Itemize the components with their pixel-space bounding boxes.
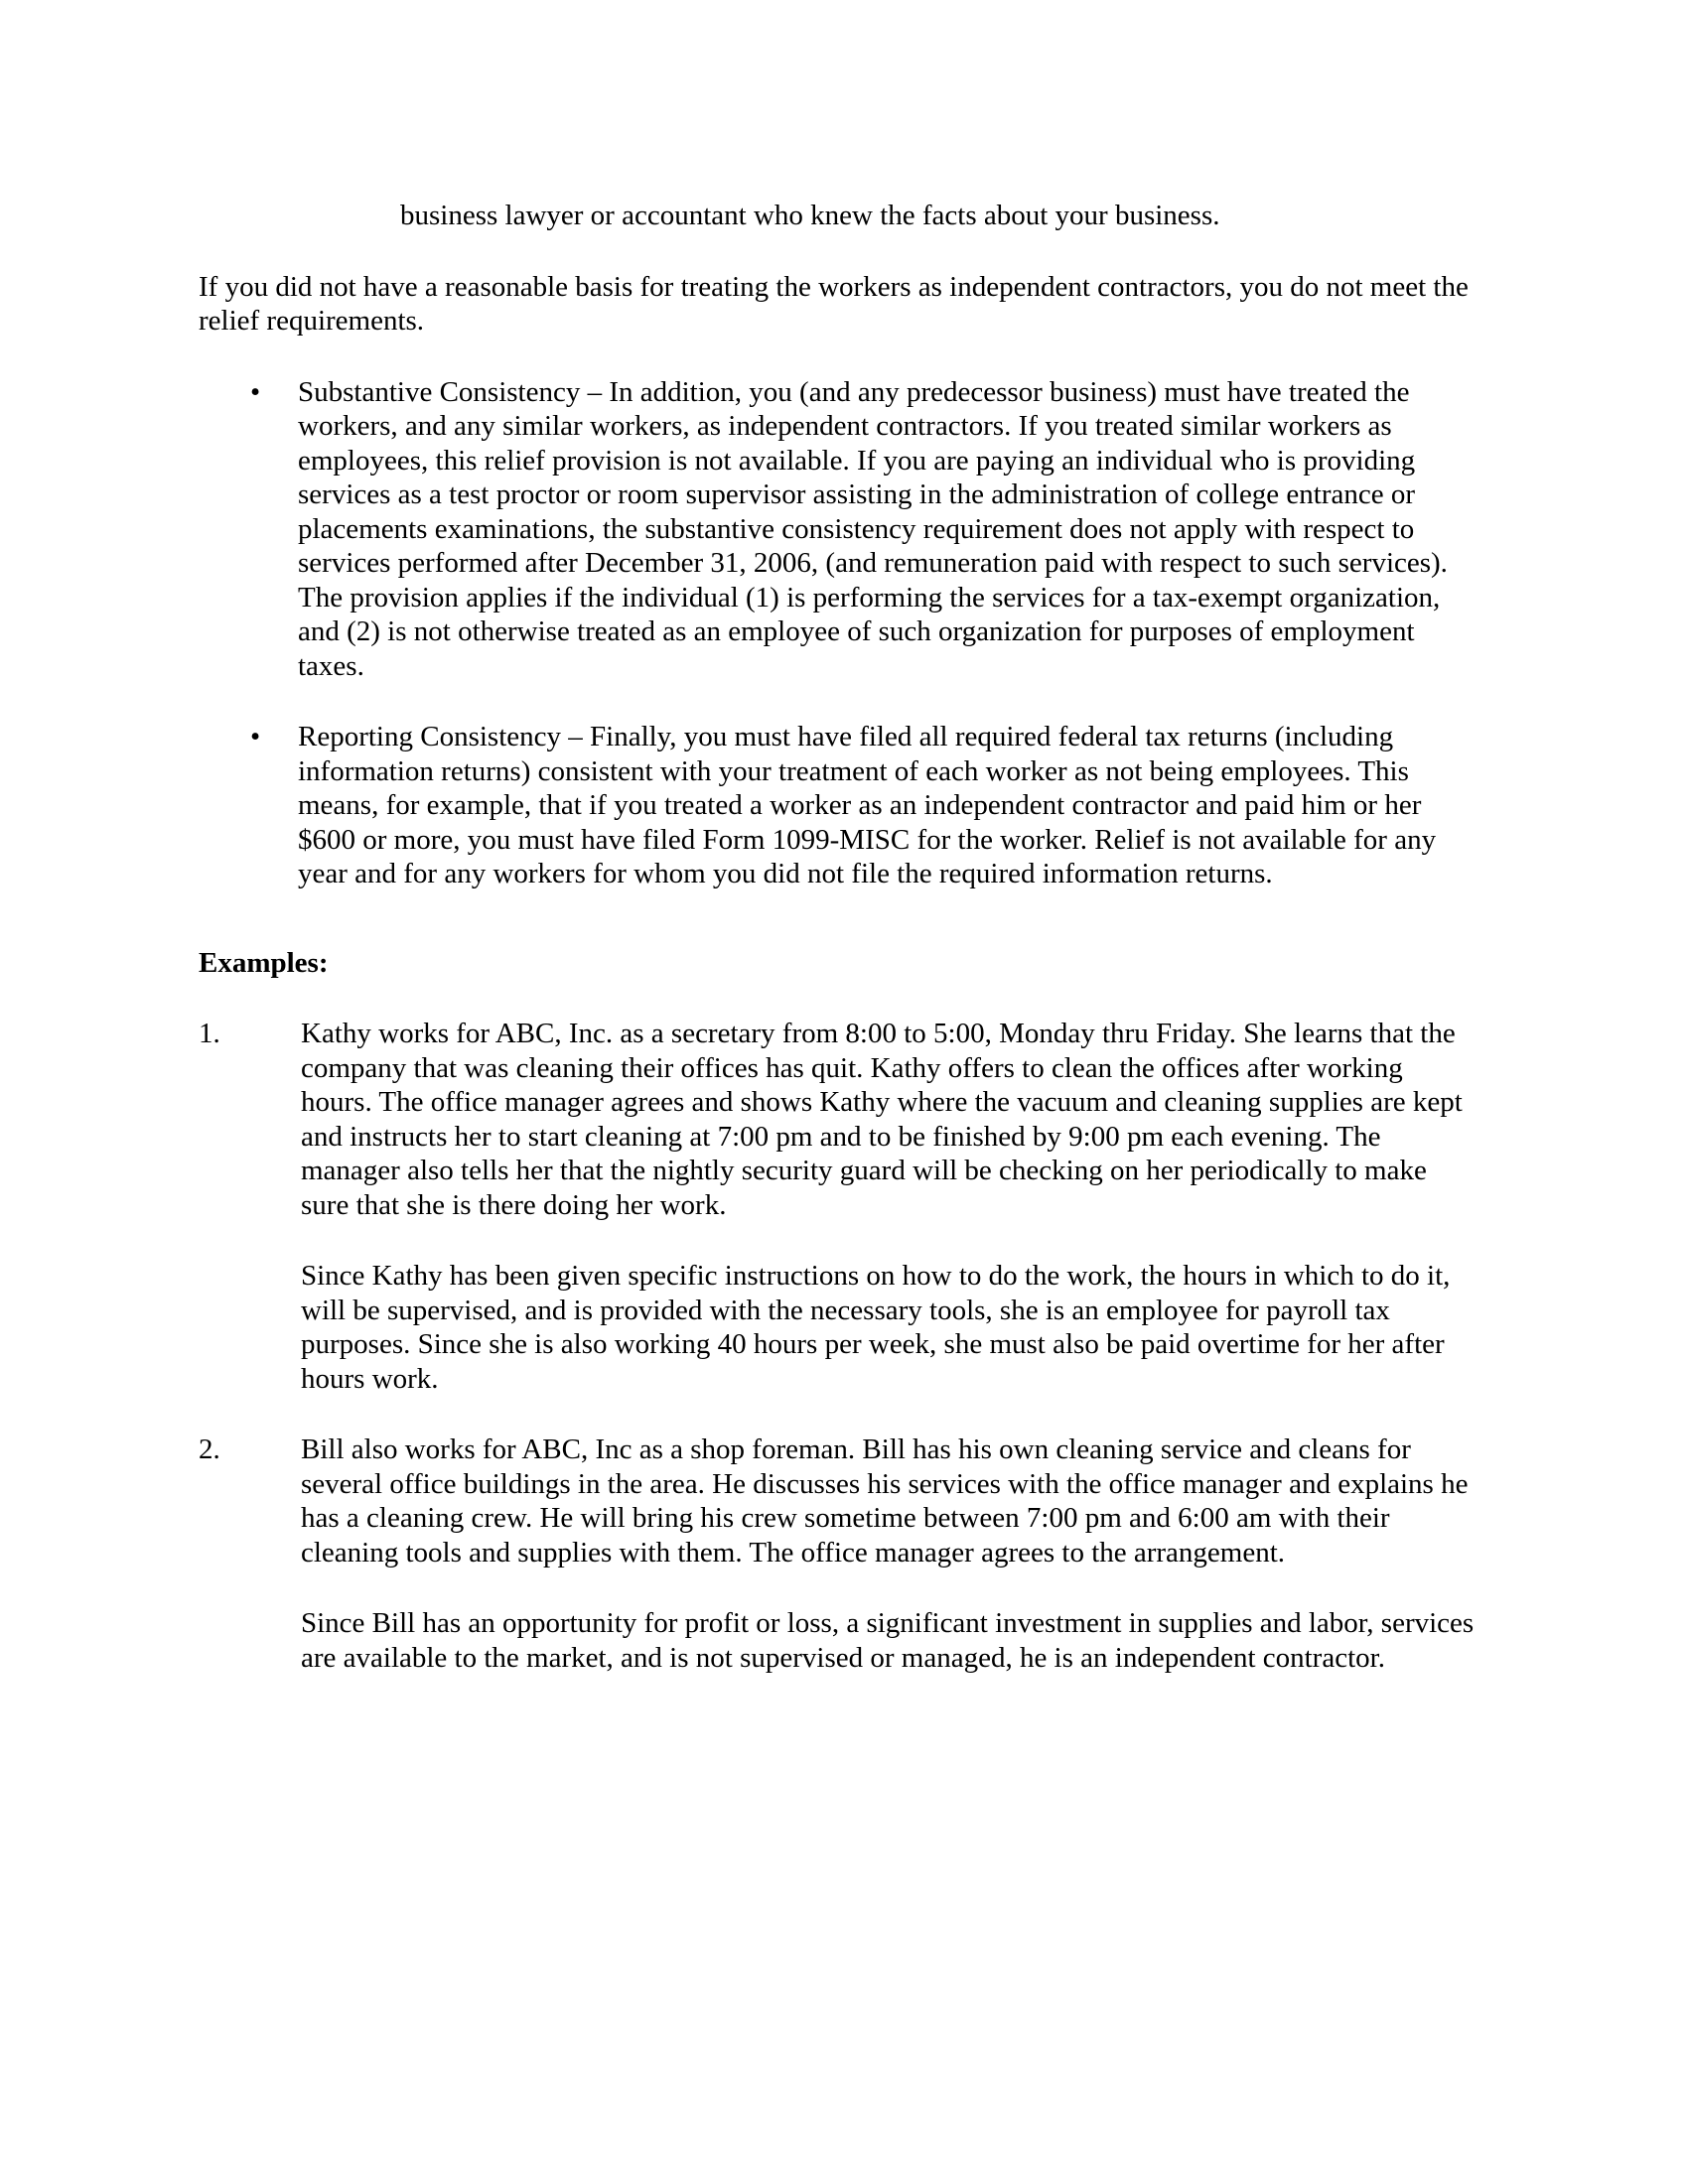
example-item-2 (199, 1433, 1643, 1675)
example-continuation-paragraph: Since Bill has an opportunity for profit or loss, a significant investment in supplies and labor, services are available to the market, and is not supervised or managed, he is an independent contractor. (301, 1607, 1475, 1674)
bullet-text-reporting-consistency: Reporting Consistency – Finally, you must have filed all required federal tax returns (including information returns) consistent with your treatment of each worker as not being employees. This means, for example, that if you treated a worker as an independent contractor and paid him or her $600 or more, you must have filed Form 1099-MISC for the worker. Relief is not available for any year and for any workers for whom you did not file the required information returns. (298, 721, 1437, 889)
bullet-item-substantive-consistency (199, 375, 1643, 684)
example-paragraph: Kathy works for ABC, Inc. as a secretary from 8:00 to 5:00, Monday thru Friday. She learns that the company that was cleaning their offices has quit. Kathy offers to clean the offices after working hours. The office manager agrees and shows Kathy where the vacuum and cleaning supplies are kept and instructs her to start cleaning at 7:00 pm and to be finished by 9:00 pm each evening. The manager also tells her that the nightly security guard will be checking on her periodically to make sure that she is there doing her work. (301, 1018, 1463, 1221)
examples-heading: Examples: (199, 946, 329, 979)
bullet-icon: • (250, 375, 261, 408)
example-number: 1. (199, 1018, 220, 1049)
example-item-1 (199, 1017, 1643, 1396)
bullet-item-reporting-consistency (199, 720, 1643, 891)
example-continuation-paragraph: Since Kathy has been given specific instructions on how to do the work, the hours in which to do it, will be supervised, and is provided with the necessary tools, she is an employee for payroll tax purposes. Since she is also working 40 hours per week, she must also be paid overtime for her after hours work. (301, 1260, 1451, 1395)
example-number: 2. (199, 1433, 220, 1465)
continuation-line: business lawyer or accountant who knew the facts about your business. (400, 200, 1220, 231)
bullet-text-substantive-consistency: Substantive Consistency – In addition, you (and any predecessor business) must have treated the workers, and any similar workers, as independent contractors. If you treated similar workers as employees, this relief provision is not available. If you are paying an individual who is providing services as a test proctor or room supervisor assisting in the administration of college entrance or placements examinations, the substantive consistency requirement does not apply with respect to services performed after December 31, 2006, (and remuneration paid with respect to such services). The provision applies if the individual (1) is performing the services for a tax-exempt organization, and (2) is not otherwise treated as an employee of such organization for purposes of employment taxes. (298, 375, 1448, 682)
example-paragraph: Bill also works for ABC, Inc as a shop foreman. Bill has his own cleaning service and cleans for several office buildings in the area. He discusses his services with the office manager and explains he has a cleaning crew. He will bring his crew sometime between 7:00 pm and 6:00 am with their cleaning tools and supplies with them. The office manager agrees to the arrangement. (301, 1433, 1469, 1569)
intro-paragraph: If you did not have a reasonable basis for treating the workers as independent contractors, you do not meet the relief requirements. (199, 270, 1469, 337)
bullet-icon: • (250, 721, 261, 752)
